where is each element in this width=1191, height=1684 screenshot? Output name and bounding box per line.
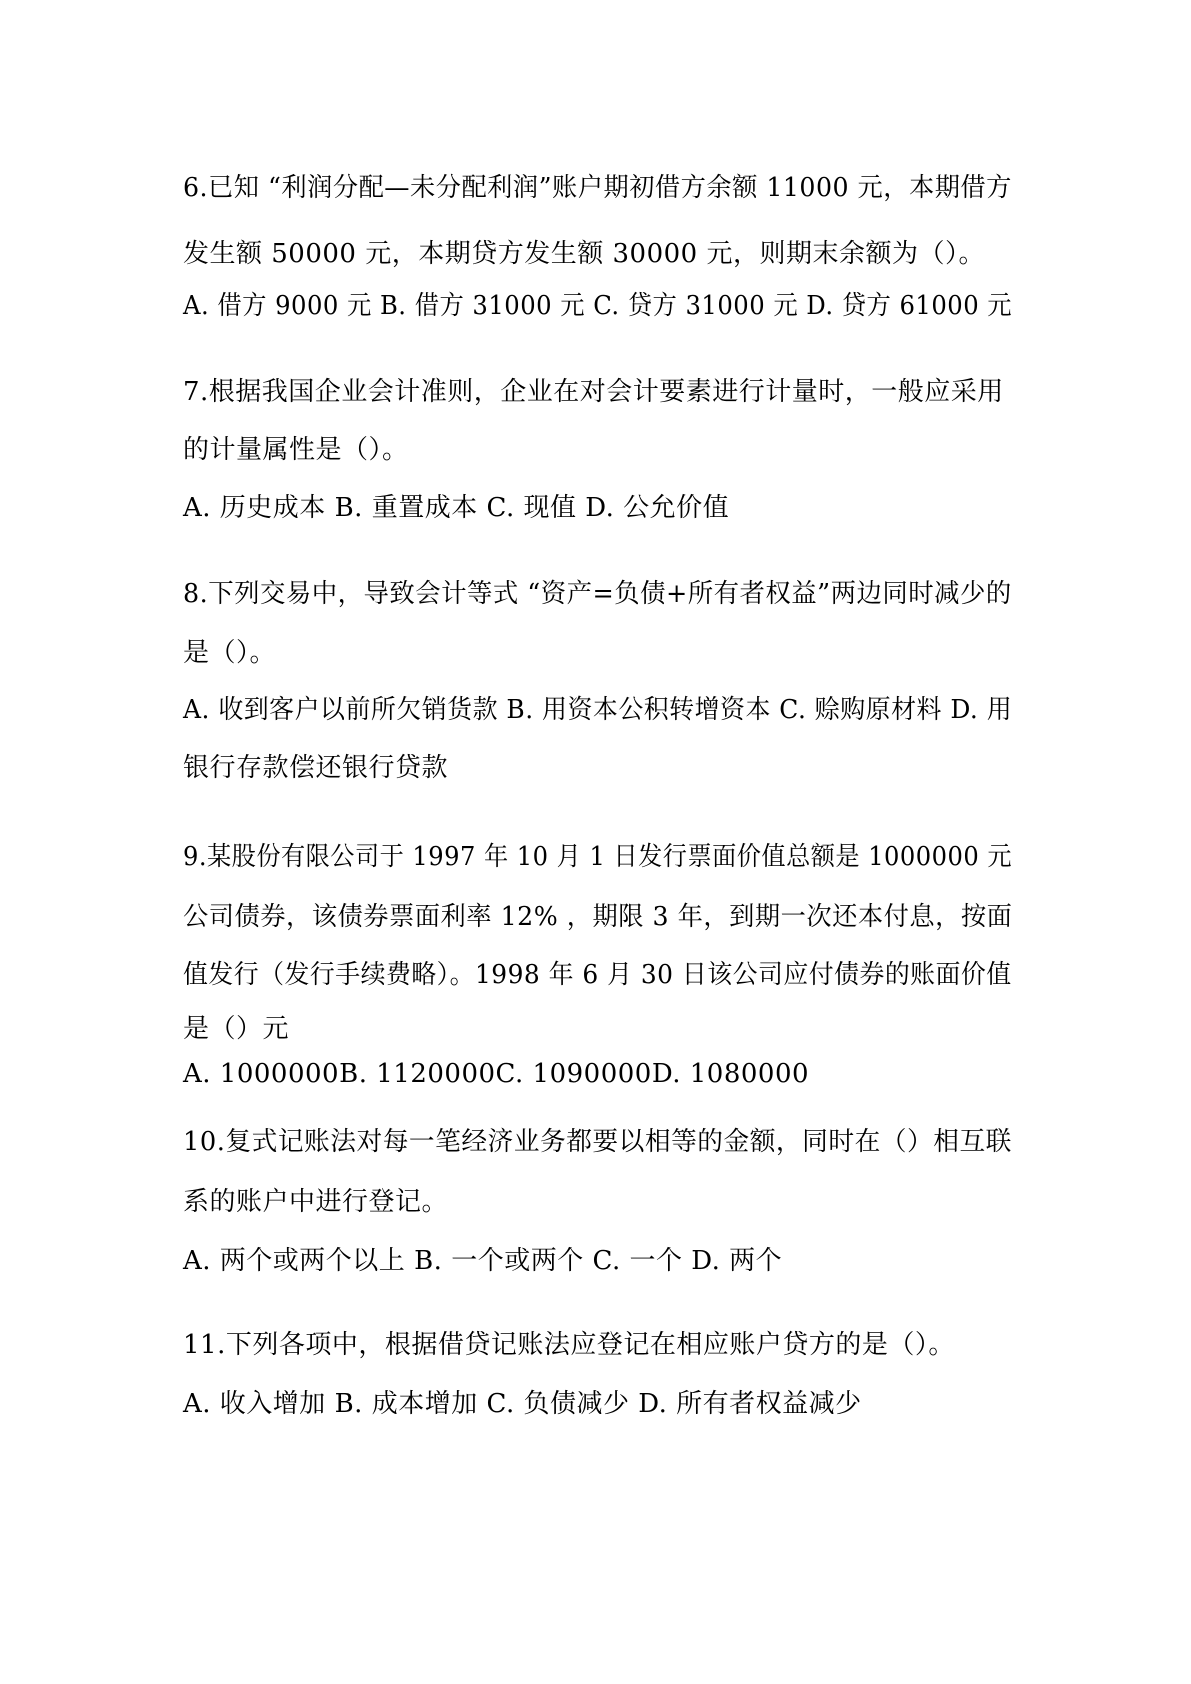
- question-6-options: A. 借方 9000 元 B. 借方 31000 元 C. 贷方 31000 元 D. 贷方 61000 元: [183, 291, 1013, 321]
- question-9-line-1: 9.某股份有限公司于 1997 年 10 月 1 日发行票面价值总额是 1000000 元: [183, 842, 1013, 872]
- question-8-line-2: 是（）。: [183, 638, 277, 668]
- question-8-options-line-2: 银行存款偿还银行贷款: [183, 753, 449, 783]
- question-10-options: A. 两个或两个以上 B. 一个或两个 C. 一个 D. 两个: [183, 1246, 783, 1276]
- question-6-line-2: 发生额 50000 元，本期贷方发生额 30000 元，则期末余额为（）。: [183, 239, 985, 269]
- question-7-line-2: 的计量属性是（）。: [183, 435, 409, 465]
- question-8-line-1: 8.下列交易中，导致会计等式 “资产=负债+所有者权益”两边同时减少的: [183, 579, 1012, 609]
- question-7-options: A. 历史成本 B. 重置成本 C. 现值 D. 公允价值: [183, 493, 730, 523]
- question-11-line-1: 11.下列各项中，根据借贷记账法应登记在相应账户贷方的是（）。: [183, 1330, 955, 1360]
- question-11-options: A. 收入增加 B. 成本增加 C. 负债减少 D. 所有者权益减少: [183, 1389, 862, 1419]
- question-9-line-2: 公司债券，该债券票面利率 12% ，期限 3 年，到期一次还本付息，按面: [183, 902, 1013, 932]
- question-6-line-1: 6.已知 “利润分配—未分配利润”账户期初借方余额 11000 元，本期借方: [183, 173, 1012, 203]
- question-10-line-1: 10.复式记账法对每一笔经济业务都要以相等的金额，同时在（）相互联: [183, 1127, 1012, 1157]
- question-10-line-2: 系的账户中进行登记。: [183, 1187, 449, 1217]
- question-7-line-1: 7.根据我国企业会计准则，企业在对会计要素进行计量时，一般应采用: [183, 377, 1004, 407]
- question-9-line-4: 是（）元: [183, 1014, 290, 1044]
- question-9-options: A. 1000000B. 1120000C. 1090000D. 1080000: [183, 1059, 810, 1089]
- question-8-options-line-1: A. 收到客户以前所欠销货款 B. 用资本公积转增资本 C. 赊购原材料 D. 用: [183, 695, 1013, 725]
- question-9-line-3: 值发行（发行手续费略）。1998 年 6 月 30 日该公司应付债券的账面价值: [183, 960, 1012, 990]
